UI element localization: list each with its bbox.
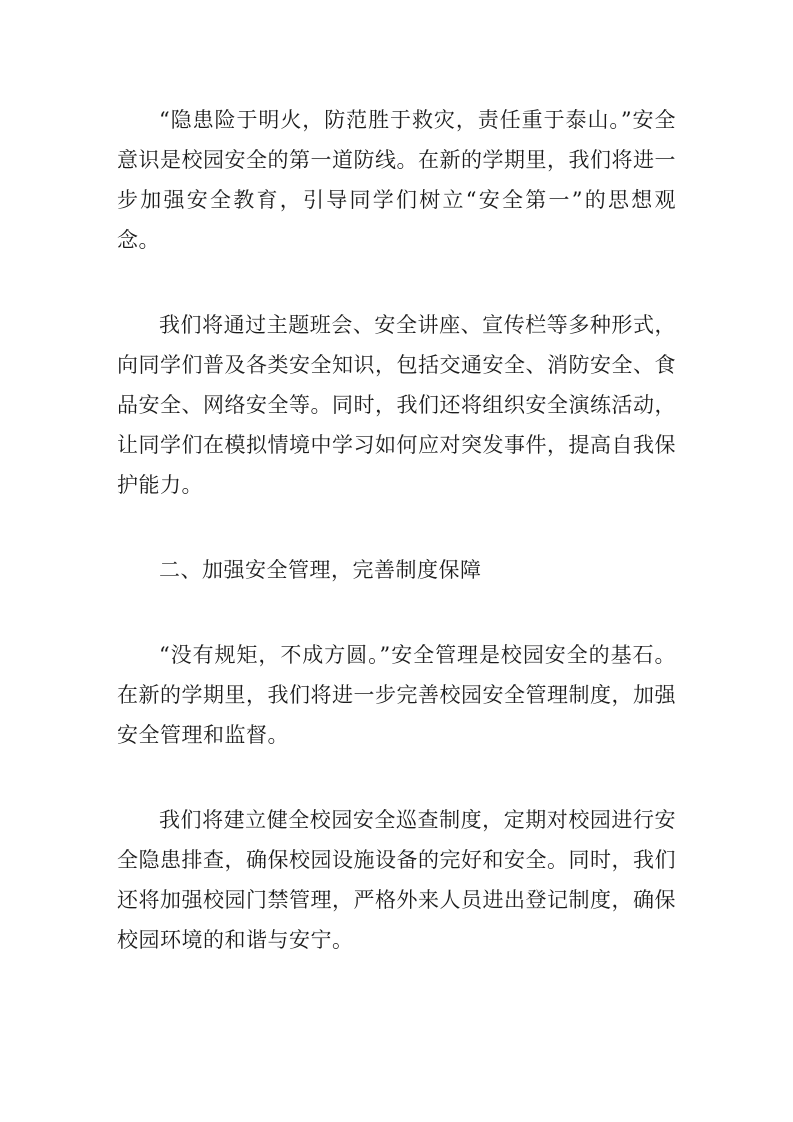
paragraph-safety-awareness: “隐患险于明火，防范胜于救灾，责任重于泰山。”安全意识是校园安全的第一道防线。在新的学期里，我们将进一步加强安全教育，引导同学们树立“安全第一”的思想观念。: [117, 108, 676, 252]
section-heading-safety-management: 二、加强安全管理，完善制度保障: [159, 558, 482, 582]
paragraph-safety-education: 我们将通过主题班会、安全讲座、宣传栏等多种形式，向同学们普及各类安全知识，包括交通安全、消防安全、食品安全、网络安全等。同时，我们还将组织安全演练活动，让同学们在模拟情境中学习如何应对突发事件，提高自我保护能力。: [117, 313, 676, 497]
paragraph-management-system: “没有规矩，不成方圆。”安全管理是校园安全的基石。在新的学期里，我们将进一步完善校园安全管理制度，加强安全管理和监督。: [117, 643, 676, 747]
document-body: [117, 100, 676, 960]
paragraph-inspection-system: 我们将建立健全校园安全巡查制度，定期对校园进行安全隐患排查，确保校园设施设备的完好和安全。同时，我们还将加强校园门禁管理，严格外来人员进出登记制度，确保校园环境的和谐与安宁。: [117, 808, 676, 952]
